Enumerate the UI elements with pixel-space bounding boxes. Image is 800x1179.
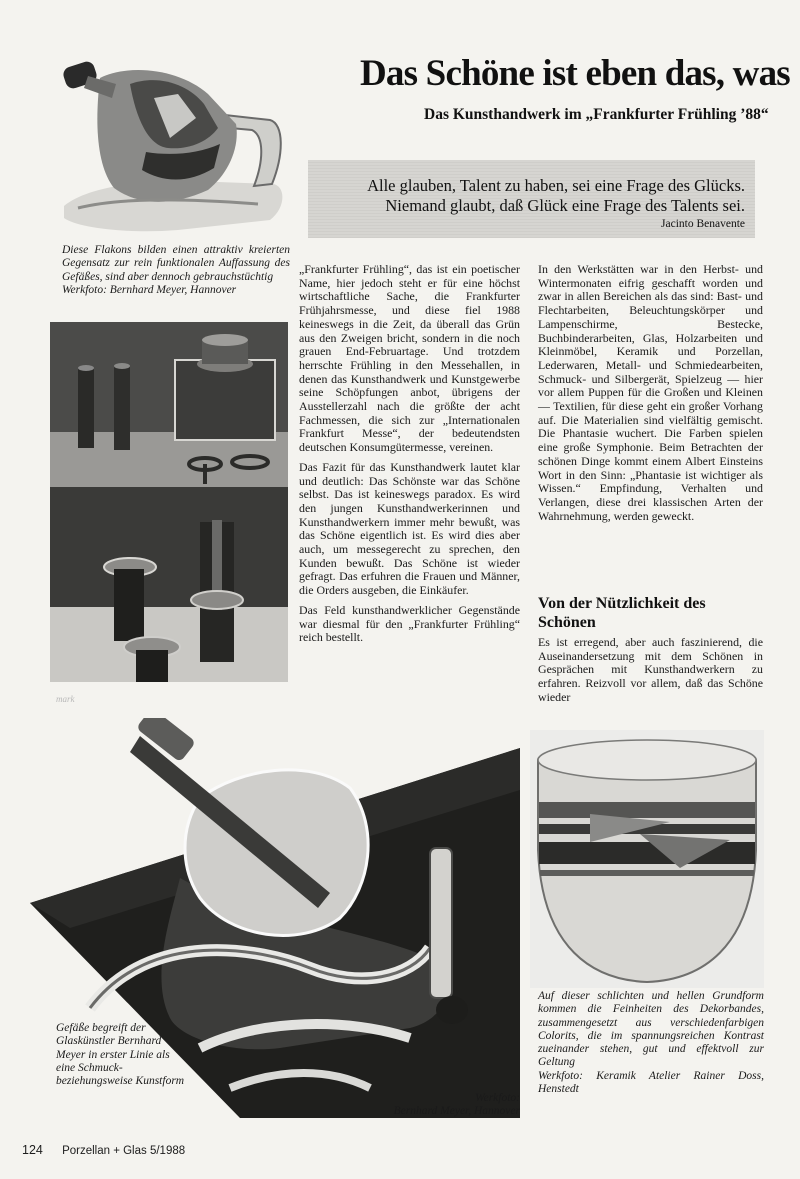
page-number: 124 [22,1143,43,1157]
glass-credit-name: Bernhard Meyer, Hannover [393,1105,520,1118]
body-col2-paragraph-1: In den Werkstätten war in den Herbst- und Wintermonaten eifrig geschafft worden und zwar in allen Bereichen als das sind: Bast- und Flechtarbeiten, Beleuchtungskörper und Lampenschirme, Bestecke, Buchbinderarbeiten, Glas, Holzarbeiten und Kleinmöbel, Keramik und Porzellan, Lederwaren, Metall- und Schmiedearbeiten, Schmuck- und Silbergerät, Spielzeug — hier vor allem Puppen für die Großen und Kleinen — Textilien, für diese geht ein großer Vorhang auf. Die Materialien sind vielfältig gemischt. Die Phantasie wuchert. Die Farben spielen eine große Symphonie. Beim Betrachten der schönen Dinge kommt einem Albert Einsteins Wort in den Sinn: „Phantasie ist wichtiger als Wissen.“ Empfindung, Verhalten und Verlangen, diese drei klassischen Arten der Wahrnehmung, werden geweckt. [538,262,763,523]
ceramic-bowl-photo [530,730,764,988]
page-footer [22,1143,185,1157]
glass-flakon-photo [58,58,290,238]
quote-line-2: Niemand glaubt, daß Glück eine Frage des Talents sei. [385,196,745,215]
quote-box [308,160,755,238]
faint-watermark: mark [56,694,75,704]
section-heading: Von der Nützlichkeit des Schönen [538,595,706,631]
article-subtitle: Das Kunsthandwerk im „Frankfurter Frühling ’88“ [424,106,769,123]
body-col2-after-paragraph-1: Es ist erregend, aber auch faszinierend, die Auseinandersetzung mit dem Schönen in Gesprächen mit Kunsthandwerkern zu erfahren. Reizvoll vor allem, daß das Schöne wieder [538,635,763,704]
glass-credit-label: Werkfoto: [475,1092,520,1104]
quote-line-1: Alle glauben, Talent zu haben, sei eine Frage des Glücks. [367,176,745,195]
body-column-1 [299,263,520,651]
body-column-2-continued [538,636,763,711]
body-column-2 [538,263,763,529]
body-col1-paragraph-3: Das Feld kunsthandwerklicher Gegenstände war diesmal für den „Frankfurter Frühling“ reich bestellt. [299,602,520,645]
quote-author: Jacinto Benavente [661,218,745,230]
article-title: Das Schöne ist eben das, was [360,53,790,94]
bowl-caption-credit: Werkfoto: Keramik Atelier Rainer Doss, Henstedt [538,1069,764,1096]
bowl-caption-text: Auf dieser schlichten und hellen Grundform kommen die Feinheiten des Dekorbandes, zusammengesetzt aus verschiedenfarbigen Colorits, die im spannungsreichen Kontrast zueinander stehen, gut und effektvoll zur Geltung [538,990,764,1069]
glass-credit [360,1092,520,1119]
body-col1-paragraph-2: Das Fazit für das Kunsthandwerk lautet klar und deutlich: Das Schönste war das Schöne selbst. Das ist keineswegs paradox. Es wird den jungen Kunsthandwerkerinnen und Kunsthandwerkern immer mehr bewußt, was das Schöne eigentlich ist. Es wird dies aber auch, um messegerecht zu sprechen, den Kunden bewußt. Das Schöne ist wieder gefragt. Das erfuhren die Frauen und Männer, die Orders ausgeben, die Einkäufer. [299,459,520,598]
flakon-caption-text: Diese Flakons bilden einen attraktiv kreierten Gegensatz zur rein funktionalen Auffassung des Gefäßes, sind aber dennoch gebrauchstüchtig [62,244,290,283]
metal-objects-photo [50,322,288,682]
bowl-caption [538,990,764,1096]
flakon-caption-credit: Werkfoto: Bernhard Meyer, Hannover [62,283,237,296]
glass-caption: Gefäße begreift der Glaskünstler Bernhard Meyer in erster Linie als eine Schmuck- beziehungsweise Kunstform [56,1022,185,1088]
flakon-caption [62,244,290,297]
body-col1-paragraph-1: „Frankfurter Frühling“, das ist ein poetischer Name, hier jedoch steht er für eine höchst wirtschaftliche Sache, die Frankfurter Frühjahrsmesse, und diese fiel 1988 keineswegs in die Zeit, da überall das Grün aus den Zweigen bricht, sondern in die noch grauen End-Februartage. Und trotzdem herrschte Frühling in den Messehallen, in denen das Kunsthandwerk und Kunstgewerbe seine Schöpfungen anbot, übrigens der Ausstellerzahl nach die größte der acht Fachmessen, die sich zur „Internationalen Frankfurt Messe“, der bedeutendsten deutschen Konsumgütermesse, vereinen. [299,262,520,455]
publication-name: Porzellan + Glas 5/1988 [62,1145,186,1157]
